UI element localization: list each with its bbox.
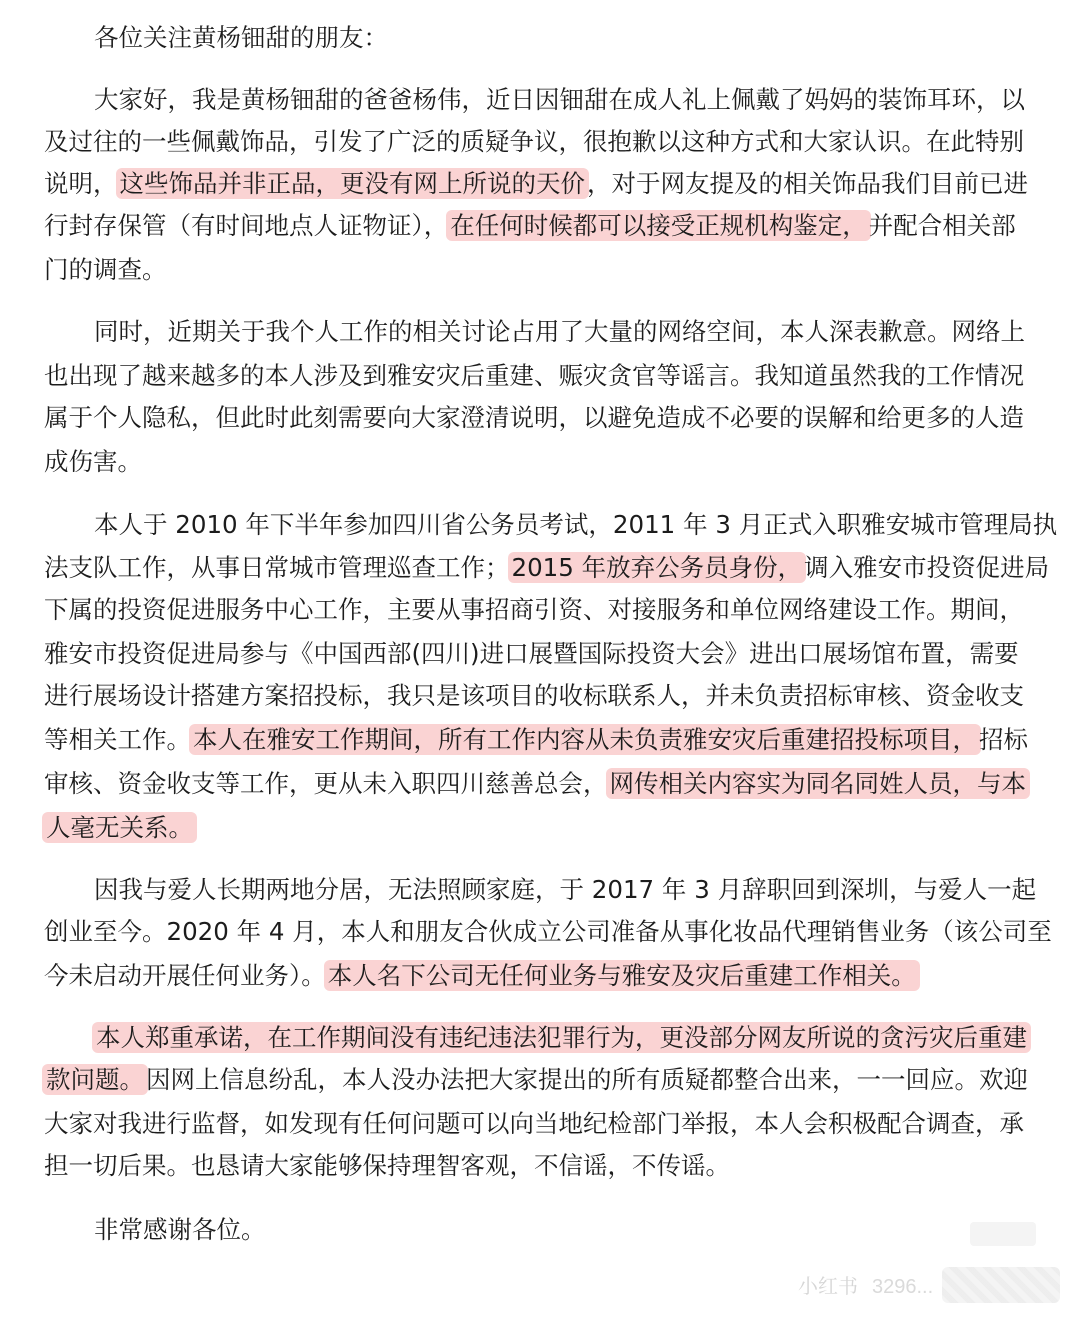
paragraph-2-line-4: 成伤害。 — [44, 447, 142, 476]
paragraph-1-line-5: 门的调查。 — [44, 255, 167, 284]
paragraph-2-line-3: 属于个人隐私，但此时此刻需要向大家澄清说明，以避免造成不必要的误解和给更多的人造 — [44, 403, 1024, 432]
highlight-segment: 人毫无关系。 — [42, 812, 197, 843]
paragraph-3-line-5: 进行展场设计搭建方案招投标，我只是该项目的收标联系人，并未负责招标审核、资金收支 — [44, 681, 1024, 710]
faint-overlay-button — [970, 1222, 1036, 1246]
paragraph-3-line-8 — [44, 808, 1044, 848]
highlight-segment: 这些饰品并非正品，更没有网上所说的天价 — [116, 168, 590, 199]
paragraph-5-line-3: 大家对我进行监督，如发现有任何问题可以向当地纪检部门举报，本人会积极配合调查，承 — [44, 1109, 1024, 1138]
paragraph-3-line-6 — [44, 720, 1044, 760]
text-segment: 并配合相关部 — [868, 211, 1016, 240]
text-segment: 行封存保管（有时间地点人证物证）， — [44, 211, 449, 240]
corner-overlay — [942, 1267, 1060, 1303]
paragraph-1-line-1: 大家好，我是黄杨钿甜的爸爸杨伟，近日因钿甜在成人礼上佩戴了妈妈的装饰耳环，以 — [94, 85, 1025, 114]
text-segment: 法支队工作，从事日常城市管理巡查工作； — [44, 553, 510, 582]
paragraph-4-line-3 — [44, 956, 1044, 996]
highlight-segment: 本人在雅安工作期间，所有工作内容从未负责雅安灾后重建招投标项目， — [189, 724, 981, 755]
highlight-segment: 在任何时候都可以接受正规机构鉴定， — [446, 210, 871, 241]
paragraph-1-line-2: 及过往的一些佩戴饰品，引发了广泛的质疑争议，很抱歉以这种方式和大家认识。在此特别 — [44, 127, 1024, 156]
paragraph-2-line-2: 也出现了越来越多的本人涉及到雅安灾后重建、赈灾贪官等谣言。我知道虽然我的工作情况 — [44, 361, 1024, 390]
paragraph-2-line-1: 同时，近期关于我个人工作的相关讨论占用了大量的网络空间，本人深表歉意。网络上 — [94, 317, 1025, 346]
highlight-segment: 款问题。 — [42, 1064, 148, 1095]
paragraph-3-line-4: 雅安市投资促进局参与《中国西部(四川)进口展暨国际投资大会》进出口展场馆布置，需要 — [44, 639, 1019, 668]
paragraph-3-line-1: 本人于 2010 年下半年参加四川省公务员考试，2011 年 3 月正式入职雅安城市管理局执 — [94, 510, 1058, 539]
paragraph-4-line-1: 因我与爱人长期两地分居，无法照顾家庭，于 2017 年 3 月辞职回到深圳，与爱人一起 — [94, 875, 1037, 904]
highlight-segment: 网传相关内容实为同名同姓人员，与本 — [606, 768, 1031, 799]
paragraph-5-line-2 — [44, 1060, 1044, 1100]
text-segment: 等相关工作。 — [44, 725, 191, 754]
watermark-brand: 小红书 — [798, 1276, 858, 1298]
text-segment: 审核、资金收支等工作，更从未入职四川慈善总会， — [44, 769, 608, 798]
text-segment: ，对于网友提及的相关饰品我们目前已进 — [587, 169, 1028, 198]
highlight-segment: 2015 年放弃公务员身份， — [508, 552, 807, 583]
paragraph-1-line-4 — [44, 206, 1044, 246]
paragraph-3-line-2 — [44, 548, 1050, 588]
text-segment: 说明， — [44, 169, 118, 198]
paragraph-4-line-2: 创业至今。2020 年 4 月，本人和朋友合伙成立公司准备从事化妆品代理销售业务（该公司至 — [44, 917, 1052, 946]
paragraph-5-line-4: 担一切后果。也恳请大家能够保持理智客观，不信谣，不传谣。 — [44, 1151, 730, 1180]
text-segment: 招标 — [979, 725, 1028, 754]
highlight-segment: 本人郑重承诺，在工作期间没有违纪违法犯罪行为，更没部分网友所说的贪污灾后重建 — [92, 1022, 1031, 1053]
paragraph-3-line-3: 下属的投资促进服务中心工作，主要从事招商引资、对接服务和单位网络建设工作。期间， — [44, 595, 1024, 624]
text-segment: 今未启动开展任何业务）。 — [44, 961, 326, 990]
text-segment: 因网上信息纷乱，本人没办法把大家提出的所有质疑都整合出来，一一回应。欢迎 — [146, 1065, 1028, 1094]
paragraph-1-line-3 — [44, 164, 1044, 204]
paragraph-3-line-7 — [44, 764, 1044, 804]
text-segment: 调入雅安市投资促进局 — [804, 553, 1050, 582]
greeting: 各位关注黄杨钿甜的朋友： — [94, 23, 388, 52]
highlight-segment: 本人名下公司无任何业务与雅安及灾后重建工作相关。 — [324, 960, 920, 991]
closing-line: 非常感谢各位。 — [94, 1215, 266, 1244]
paragraph-5-line-1 — [94, 1018, 1044, 1058]
watermark — [798, 1270, 933, 1299]
watermark-id: 3296... — [872, 1276, 934, 1298]
